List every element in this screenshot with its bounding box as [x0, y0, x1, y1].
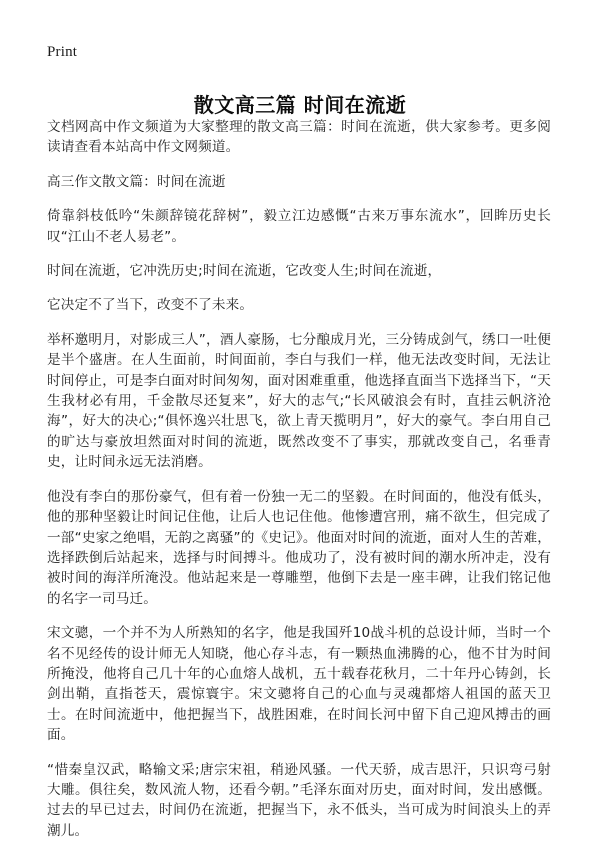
- article-paragraph: “惜秦皇汉武，略输文采;唐宗宋祖，稍逊风骚。一代天骄，成吉思汗，只识弯弓射大雕。俱往矣，数风流人物，还看今朝。”毛泽东面对历史，面对时间，发出感慨。过去的早已过去，时间仍在流逝，把握当下，永不低头，当可成为时间浪头上的弄潮儿。: [47, 761, 551, 839]
- article-paragraph: 倚靠斜枝低吟“朱颜辞镜花辞树”，毅立江边感慨“古来万事东流水”，回眸历史长叹“江山不老人易老”。: [47, 208, 551, 245]
- print-link[interactable]: Print: [47, 44, 78, 60]
- article-paragraph: 文档网高中作文频道为大家整理的散文高三篇：时间在流逝，供大家参考。更多阅读请查看本站高中作文网频道。: [47, 119, 551, 156]
- article-paragraph: 宋文骢，一个并不为人所熟知的名字，他是我国歼10战斗机的总设计师，当时一个名不见经传的设计师无人知晓，他心存斗志，有一颗热血沸腾的心，他不甘为时间所掩没，他将自己几十年的心血熔人战机，五十载春花秋月，二十年丹心铸剑，长剑出鞘，直指苍天，震惊寰宇。宋文骢将自己的心血与灵魂都熔人祖国的蓝天卫士。在时间流逝中，他把握当下，战胜困难，在时间长河中留下自己迎风搏击的画面。: [47, 625, 551, 744]
- article-body: [47, 117, 551, 841]
- article-paragraph: 它决定不了当下，改变不了未来。: [47, 297, 254, 314]
- article-paragraph: 他没有李白的那份豪气，但有着一份独一无二的坚毅。在时间面的，他没有低头，他的那种坚毅让时间记住他，让后人也记住他。他惨遭宫刑，痛不欲生，但完成了一部“史家之绝唱，无韵之离骚”的《史记》。他面对时间的流逝，面对人生的苦难，选择跌倒后站起来，选择与时间搏斗。他成功了，没有被时间的潮水所冲走，没有被时间的海洋所淹没。他站起来是一尊雕塑，他倒下去是一座丰碑，让我们铭记他的名字一司马迁。: [47, 488, 551, 607]
- article-paragraph: 举杯邀明月，对影成三人”，酒人豪肠，七分酿成月光，三分铸成剑气，绣口一吐便是半个盛唐。在人生面前，时间面前，李白与我们一样，他无法改变时间，无法让时间停止，可是李白面对时间匆匆，面对困难重重，他选择直面当下选择当下，“天生我材必有用，千金散尽还复来”，好大的志气;“长风破浪会有时，直挂云帆济沧海”，好大的决心;“俱怀逸兴壮思飞，欲上青天揽明月”，好大的豪气。李白用自己的旷达与豪放坦然面对时间的流逝，既然改变不了事实，那就改变自己，名垂青史，让时间永远无法消磨。: [47, 331, 551, 471]
- article-paragraph: 时间在流逝，它冲洗历史;时间在流逝，它改变人生;时间在流逝，: [47, 263, 442, 280]
- article-paragraph: 高三作文散文篇：时间在流逝: [47, 173, 226, 190]
- page-title: 散文高三篇 时间在流逝: [193, 93, 407, 118]
